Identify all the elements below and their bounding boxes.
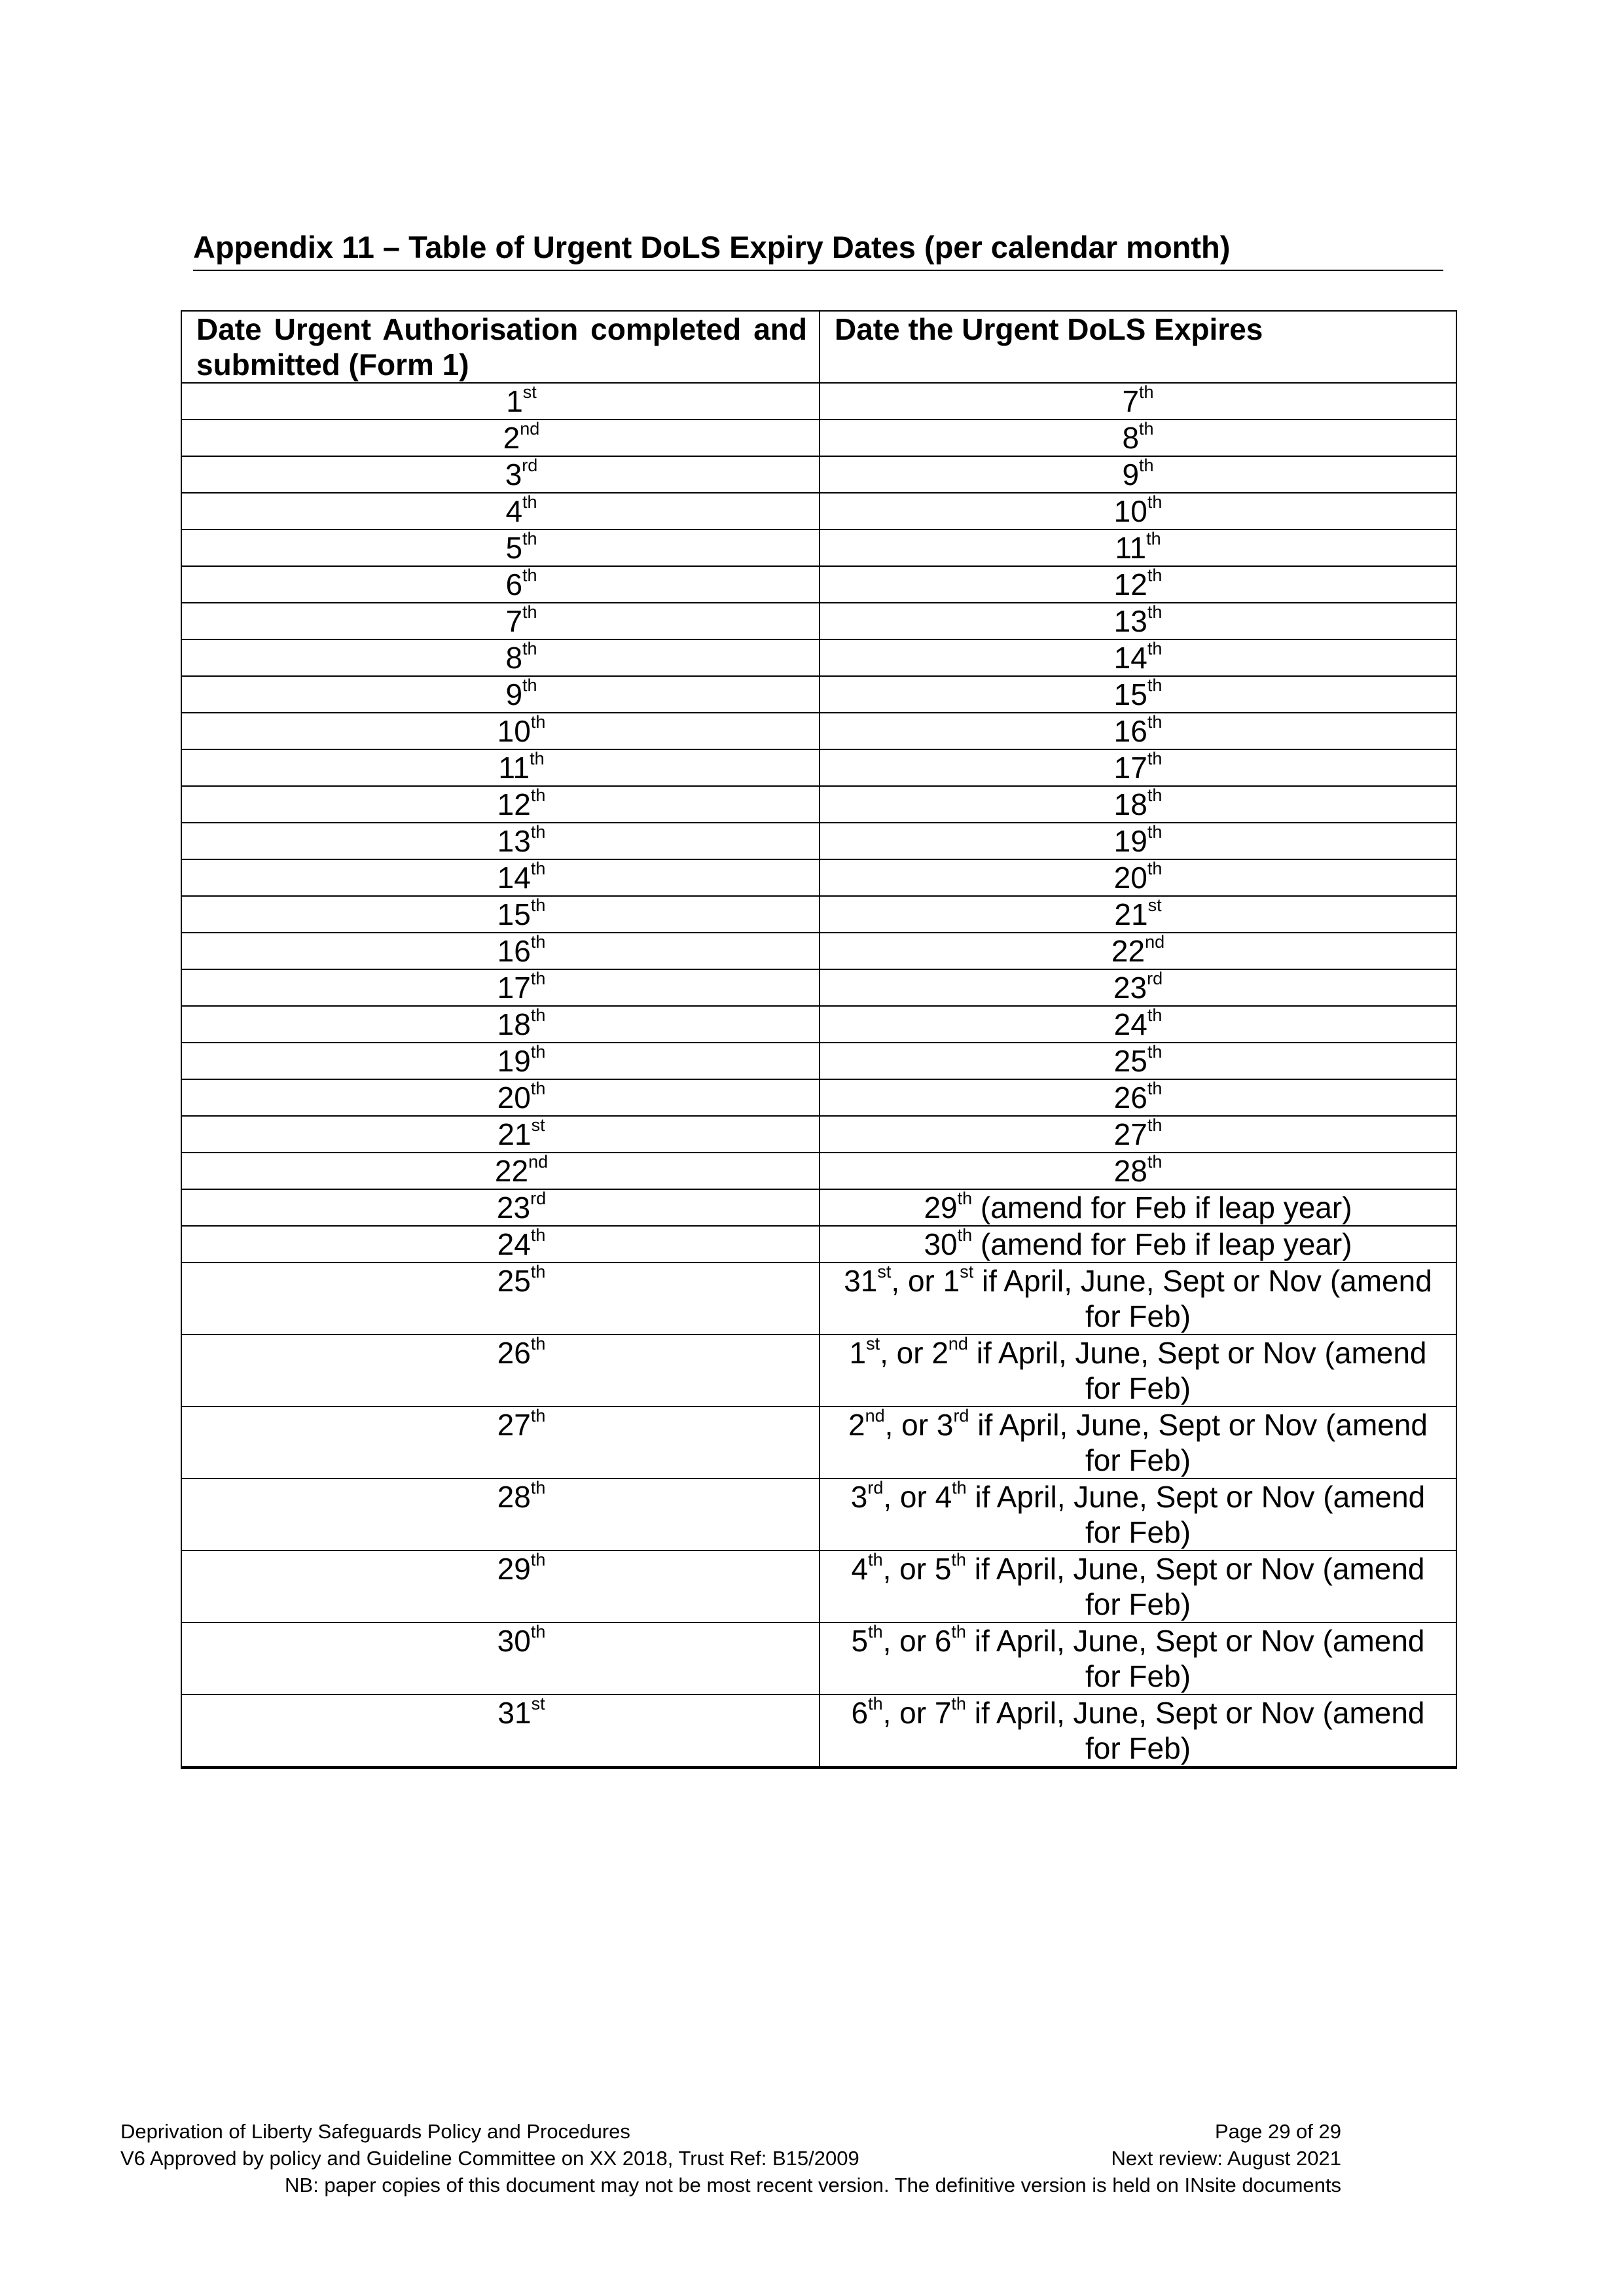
- submitted-date: 14th: [497, 858, 546, 895]
- expiry-date-cell: [820, 1263, 1456, 1335]
- page-title: Appendix 11 – Table of Urgent DoLS Expiry Dates (per calendar month): [193, 228, 1443, 271]
- submitted-date-cell: [181, 529, 820, 566]
- expiry-date: 7th: [1122, 382, 1154, 418]
- expiry-date-cell: [820, 1335, 1456, 1407]
- expiry-date: 23rd: [1113, 968, 1163, 1005]
- submitted-date: 31st: [497, 1693, 545, 1730]
- expiry-date-cell: [820, 1189, 1456, 1226]
- submitted-date-cell: [181, 1479, 820, 1551]
- submitted-date-cell: [181, 969, 820, 1006]
- table-row: [181, 1116, 1456, 1153]
- submitted-date-cell: [181, 786, 820, 823]
- submitted-date-cell: [181, 859, 820, 896]
- submitted-date-cell: [181, 1189, 820, 1226]
- submitted-date: 30th: [497, 1621, 546, 1658]
- expiry-date: 20th: [1113, 858, 1163, 895]
- expiry-date-cell: [820, 713, 1456, 749]
- submitted-date-cell: [181, 713, 820, 749]
- expiry-date-cell: [820, 1079, 1456, 1116]
- table-row: [181, 1335, 1456, 1407]
- expiry-date-cell: [820, 529, 1456, 566]
- expiry-date-cell: [820, 1407, 1456, 1479]
- submitted-date-cell: [181, 383, 820, 420]
- table-row: [181, 1551, 1456, 1623]
- submitted-date: 10th: [497, 711, 546, 748]
- submitted-date-cell: [181, 1263, 820, 1335]
- expiry-date-cell: [820, 859, 1456, 896]
- submitted-date-cell: [181, 1116, 820, 1153]
- expiry-date-cell: [820, 676, 1456, 713]
- expiry-date-cell: [820, 749, 1456, 786]
- expiry-date-cell: [820, 786, 1456, 823]
- expiry-date-cell: [820, 383, 1456, 420]
- table-row: [181, 1226, 1456, 1263]
- submitted-date-cell: [181, 420, 820, 456]
- footer-page-number: Page 29 of 29: [1214, 2120, 1341, 2143]
- submitted-date-cell: [181, 823, 820, 859]
- submitted-date-cell: [181, 493, 820, 529]
- submitted-date: 20th: [497, 1078, 546, 1115]
- submitted-date-cell: [181, 1043, 820, 1079]
- table-row: [181, 639, 1456, 676]
- submitted-date-cell: [181, 603, 820, 639]
- expiry-date: 2nd, or 3rd if April, June, Sept or Nov (amend for Feb): [848, 1405, 1428, 1477]
- expiry-date: 16th: [1113, 711, 1163, 748]
- expiry-date: 11th: [1115, 528, 1161, 565]
- table-row: [181, 1189, 1456, 1226]
- expiry-date-cell: [820, 933, 1456, 969]
- expiry-date-cell: [820, 1623, 1456, 1695]
- expiry-date: 22nd: [1111, 931, 1165, 968]
- submitted-date: 4th: [505, 492, 537, 528]
- expiry-date-cell: [820, 1043, 1456, 1079]
- expiry-date-cell: [820, 566, 1456, 603]
- expiry-date: 28th: [1113, 1151, 1163, 1188]
- expiry-date: 1st, or 2nd if April, June, Sept or Nov (amend for Feb): [849, 1333, 1427, 1405]
- table-row: [181, 1043, 1456, 1079]
- table-row: [181, 1479, 1456, 1551]
- table-row: [181, 1407, 1456, 1479]
- submitted-date-cell: [181, 933, 820, 969]
- expiry-date-cell: [820, 896, 1456, 933]
- table-row: [181, 456, 1456, 493]
- submitted-date-cell: [181, 1407, 820, 1479]
- expiry-date-cell: [820, 1116, 1456, 1153]
- expiry-date: 15th: [1113, 675, 1163, 711]
- column-header-expires: Date the Urgent DoLS Expires: [820, 311, 1456, 383]
- submitted-date-cell: [181, 1623, 820, 1695]
- submitted-date: 7th: [505, 601, 537, 638]
- table-row: [181, 859, 1456, 896]
- expiry-date-cell: [820, 1695, 1456, 1768]
- submitted-date-cell: [181, 749, 820, 786]
- submitted-date: 24th: [497, 1225, 546, 1261]
- submitted-date: 8th: [505, 638, 537, 675]
- submitted-date: 23rd: [496, 1188, 547, 1225]
- table-row: [181, 1006, 1456, 1043]
- expiry-date: 5th, or 6th if April, June, Sept or Nov (amend for Feb): [851, 1621, 1425, 1693]
- table-header-row: [181, 311, 1456, 383]
- expiry-date: 13th: [1113, 601, 1163, 638]
- submitted-date-cell: [181, 1551, 820, 1623]
- table-row: [181, 676, 1456, 713]
- submitted-date-cell: [181, 896, 820, 933]
- submitted-date: 25th: [497, 1261, 546, 1298]
- submitted-date-cell: [181, 1695, 820, 1768]
- expiry-date: 8th: [1122, 418, 1154, 455]
- expiry-date-cell: [820, 1006, 1456, 1043]
- submitted-date-cell: [181, 1079, 820, 1116]
- expiry-date: 3rd, or 4th if April, June, Sept or Nov (amend for Feb): [850, 1477, 1426, 1549]
- expiry-date-cell: [820, 493, 1456, 529]
- submitted-date: 28th: [497, 1477, 546, 1514]
- submitted-date: 22nd: [494, 1151, 549, 1188]
- submitted-date-cell: [181, 1335, 820, 1407]
- expiry-date-cell: [820, 420, 1456, 456]
- expiry-date: 12th: [1113, 565, 1163, 601]
- expiry-date-cell: [820, 1226, 1456, 1263]
- table-row: [181, 969, 1456, 1006]
- expiry-date-cell: [820, 639, 1456, 676]
- submitted-date: 2nd: [503, 418, 540, 455]
- submitted-date-cell: [181, 1153, 820, 1189]
- expiry-date: 10th: [1113, 492, 1163, 528]
- submitted-date: 5th: [505, 528, 537, 565]
- submitted-date: 13th: [497, 821, 546, 858]
- footer-doc-title: Deprivation of Liberty Safeguards Policy and Procedures: [120, 2120, 630, 2143]
- table-row: [181, 749, 1456, 786]
- expiry-date-cell: [820, 1153, 1456, 1189]
- footer-version: V6 Approved by policy and Guideline Committee on XX 2018, Trust Ref: B15/2009: [120, 2147, 859, 2170]
- expiry-date: 19th: [1113, 821, 1163, 858]
- submitted-date: 19th: [497, 1041, 546, 1078]
- submitted-date: 9th: [505, 675, 537, 711]
- table-row: [181, 823, 1456, 859]
- submitted-date: 15th: [497, 895, 546, 931]
- expiry-date-cell: [820, 603, 1456, 639]
- table-row: [181, 566, 1456, 603]
- submitted-date: 3rd: [505, 455, 538, 492]
- column-header-submitted: Date Urgent Authorisation completed and submitted (Form 1): [181, 311, 820, 383]
- table-row: [181, 933, 1456, 969]
- submitted-date: 17th: [497, 968, 546, 1005]
- table-row: [181, 383, 1456, 420]
- table-row: [181, 713, 1456, 749]
- table-row: [181, 493, 1456, 529]
- table-row: [181, 529, 1456, 566]
- expiry-date-cell: [820, 1479, 1456, 1551]
- expiry-date: 6th, or 7th if April, June, Sept or Nov (amend for Feb): [851, 1693, 1425, 1765]
- submitted-date-cell: [181, 456, 820, 493]
- expiry-date: 24th: [1113, 1005, 1163, 1041]
- submitted-date: 12th: [497, 785, 546, 821]
- submitted-date: 21st: [497, 1115, 545, 1151]
- submitted-date: 29th: [497, 1549, 546, 1586]
- submitted-date-cell: [181, 1226, 820, 1263]
- expiry-date: 14th: [1113, 638, 1163, 675]
- submitted-date: 27th: [497, 1405, 546, 1442]
- submitted-date: 18th: [497, 1005, 546, 1041]
- table-row: [181, 1079, 1456, 1116]
- submitted-date-cell: [181, 676, 820, 713]
- submitted-date: 11th: [498, 748, 545, 785]
- table-row: [181, 1695, 1456, 1768]
- table-row: [181, 603, 1456, 639]
- expiry-date-cell: [820, 969, 1456, 1006]
- expiry-date-cell: [820, 1551, 1456, 1623]
- table-row: [181, 1263, 1456, 1335]
- expiry-dates-table: [181, 310, 1457, 1769]
- table-row: [181, 896, 1456, 933]
- submitted-date: 26th: [497, 1333, 546, 1370]
- expiry-date: 30th (amend for Feb if leap year): [924, 1225, 1352, 1261]
- footer-note: NB: paper copies of this document may not be most recent version. The definitive version is held on INsite documents: [285, 2174, 1341, 2197]
- submitted-date: 16th: [497, 931, 546, 968]
- table-row: [181, 786, 1456, 823]
- expiry-date: 31st, or 1st if April, June, Sept or Nov (amend for Feb): [844, 1261, 1432, 1333]
- table-row: [181, 420, 1456, 456]
- footer-next-review: Next review: August 2021: [1111, 2147, 1341, 2170]
- expiry-date-cell: [820, 456, 1456, 493]
- submitted-date-cell: [181, 566, 820, 603]
- expiry-date: 26th: [1113, 1078, 1163, 1115]
- expiry-date: 21st: [1114, 895, 1162, 931]
- submitted-date-cell: [181, 639, 820, 676]
- submitted-date: 1st: [506, 382, 537, 418]
- expiry-date: 27th: [1113, 1115, 1163, 1151]
- expiry-date: 17th: [1113, 748, 1163, 785]
- expiry-date: 29th (amend for Feb if leap year): [924, 1188, 1352, 1225]
- expiry-date: 4th, or 5th if April, June, Sept or Nov (amend for Feb): [851, 1549, 1425, 1621]
- submitted-date: 6th: [505, 565, 537, 601]
- table-row: [181, 1623, 1456, 1695]
- expiry-date: 25th: [1113, 1041, 1163, 1078]
- page-footer: [120, 2118, 1341, 2198]
- expiry-date-cell: [820, 823, 1456, 859]
- expiry-date: 9th: [1122, 455, 1154, 492]
- submitted-date-cell: [181, 1006, 820, 1043]
- table-row: [181, 1153, 1456, 1189]
- expiry-date: 18th: [1113, 785, 1163, 821]
